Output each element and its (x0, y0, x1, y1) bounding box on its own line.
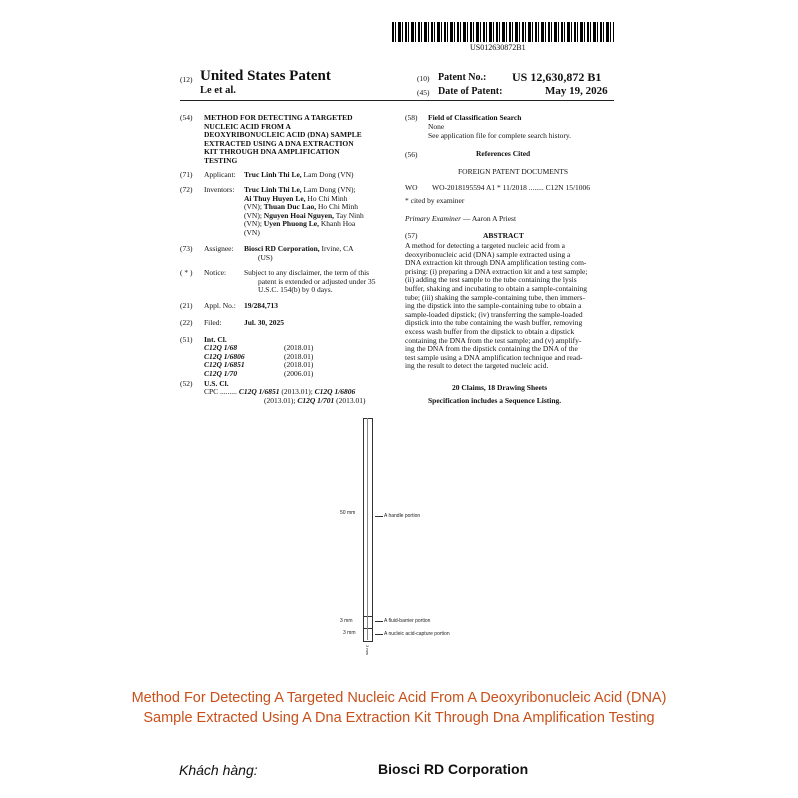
title-code: (54) (180, 113, 193, 122)
inventor-short: Le et al. (200, 85, 236, 96)
dipstick-handle (363, 418, 373, 618)
ref-document: WO-2018195594 A1 * 11/2018 ........ C12N 15/1006 (432, 183, 591, 192)
intcl-list: C12Q 1/68 (2018.01) C12Q 1/6806 (2018.01) C12Q 1/6851 (2018.01) C12Q 1/70 (2006.01) (204, 343, 314, 378)
notice-code: ( * ) (180, 268, 193, 277)
dipstick-capture (363, 628, 373, 642)
caption-line-2: Sample Extracted Using A Dna Extraction Kit Through Dna Amplification Testing (143, 710, 655, 726)
applicant: Truc Linh Thi Le, Lam Dong (VN) (244, 170, 354, 179)
caption (0, 688, 798, 728)
code-12: (12) (180, 75, 193, 84)
leader-handle (375, 516, 383, 517)
leader-barrier (375, 621, 383, 622)
barcode (392, 22, 614, 42)
notice-label: Notice: (204, 268, 227, 277)
appl-number: 19/284,713 (244, 301, 278, 310)
ref-country: WO (405, 183, 418, 192)
barcode-number: US012630872B1 (470, 43, 526, 52)
notice-text: Subject to any disclaimer, the term of this patent is extended or adjusted under 35 U.S.C. 154(b) by 0 days. (244, 268, 376, 295)
uscl-code: (52) (180, 379, 193, 388)
inventors-code: (72) (180, 185, 193, 194)
patent-title: METHOD FOR DETECTING A TARGETED NUCLEIC ACID FROM A DEOXYRIBONUCLEIC ACID (DNA) SAMPLE EXTRACTED USING A DNA EXTRACTION KIT THROUGH DNA AMPLIFICATION TESTING (204, 113, 362, 165)
cited-note: * cited by examiner (405, 196, 465, 205)
inventors: Truc Linh Thi Le, Lam Dong (VN); Ai Thuy Huyen Le, Ho Chi Minh (VN); Thuan Duc Lao, Ho Chi Minh (VN); Nguyen Hoai Nguyen, Tay Ninh (VN); Uyen Phuong Le, Khanh Hoa (VN) (244, 185, 364, 237)
claims-count: 20 Claims, 18 Drawing Sheets (452, 383, 548, 392)
label-barrier: A fluid-barrier portion (384, 618, 431, 624)
foreign-label: FOREIGN PATENT DOCUMENTS (458, 167, 569, 176)
dim-3mm-a: 3 mm (340, 618, 353, 624)
intcl-code: (51) (180, 335, 193, 344)
appl-label: Appl. No.: (204, 301, 236, 310)
field-none: None (428, 122, 445, 131)
abstract-text: A method for detecting a targeted nucleic acid from a deoxyribonucleic acid (DNA) sample extracted using a DNA extraction kit through DNA amplification testing com- prising: (i) preparing a DNA extraction kit and a test sample; (ii) adding the test sample to the tube containing the lysis buffer, shaking and incubating to obtain a sample-containing tube; (iii) shaking the sample-containing tube, then immers- ing the dipstick into the sample-containing tube to obtain a sample-loaded dipstick; (iv) transferring the sample-loaded dipstick into the tube containing the wash buffer, removing excess wash buffer from the dipstick to obtain a dipstick containing the DNA from the test sample; and (v) amplify- ing the DNA from the dipstick containing the DNA of the test sample using a DNA amplification technique and read- ing the result to detect the targeted nucleic acid. (405, 241, 588, 371)
date-label: Date of Patent: (438, 86, 503, 97)
inventors-label: Inventors: (204, 185, 235, 194)
applicant-label: Applicant: (204, 170, 236, 179)
assignee: Biosci RD Corporation, Irvine, CA (US) (244, 244, 354, 262)
uscl-label: U.S. Cl. (204, 379, 229, 388)
cpc: CPC ......... C12Q 1/6851 (2013.01); C12Q 1/6806 (2013.01); C12Q 1/701 (2013.01) (204, 387, 366, 405)
code-45: (45) (417, 88, 430, 97)
dim-width: 3 mm (365, 645, 370, 655)
abstract-code: (57) (405, 231, 418, 240)
refs-label: References Cited (476, 149, 531, 158)
patent-date: May 19, 2026 (545, 85, 608, 97)
dipstick-centerline (367, 418, 368, 640)
assignee-code: (73) (180, 244, 193, 253)
dim-50mm: 50 mm (340, 510, 356, 516)
field-see: See application file for complete search history. (428, 131, 572, 140)
caption-line-1: Method For Detecting A Targeted Nucleic Acid From A Deoxyribonucleic Acid (DNA) (131, 690, 667, 706)
leader-capture (375, 634, 383, 635)
client-label: Khách hàng: (179, 762, 258, 778)
applicant-code: (71) (180, 170, 193, 179)
appl-code: (21) (180, 301, 193, 310)
patent-heading: United States Patent (200, 68, 331, 84)
intcl-label: Int. Cl. (204, 335, 227, 344)
sequence-note: Specification includes a Sequence Listing. (428, 396, 562, 405)
abstract-label: ABSTRACT (483, 231, 524, 240)
examiner: Primary Examiner — Aaron A Priest (405, 214, 517, 223)
assignee-label: Assignee: (204, 244, 234, 253)
patent-no-label: Patent No.: (438, 72, 487, 83)
label-handle: A handle portion (384, 513, 421, 519)
filed-date: Jul. 30, 2025 (244, 318, 285, 327)
label-capture: A nucleic acid-capture portion (384, 631, 450, 637)
dim-3mm-b: 3 mm (343, 630, 356, 636)
patent-number: US 12,630,872 B1 (512, 70, 602, 84)
filed-code: (22) (180, 318, 193, 327)
refs-code: (56) (405, 150, 418, 159)
code-10: (10) (417, 74, 430, 83)
client-value: Biosci RD Corporation (378, 761, 529, 777)
filed-label: Filed: (204, 318, 222, 327)
field-label: Field of Classification Search (428, 113, 522, 122)
header-rule (180, 100, 614, 101)
field-code: (58) (405, 113, 418, 122)
